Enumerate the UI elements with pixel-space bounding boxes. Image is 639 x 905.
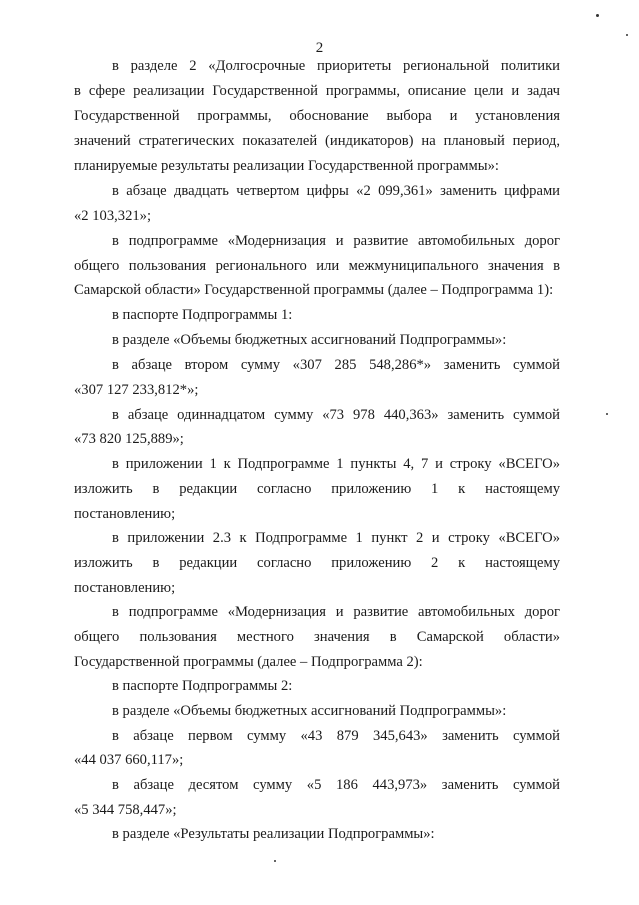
- scan-speck: [274, 860, 276, 862]
- page-number: 2: [315, 40, 324, 56]
- text-line: в абзаце первом сумму «43 879 345,643» заменить суммой: [112, 728, 560, 744]
- text-line: изложить в редакции согласно приложению 1 к настоящему: [74, 481, 560, 497]
- text-line: общего пользования регионального или межмуниципального значения в: [74, 258, 560, 274]
- text-line: в приложении 2.3 к Подпрограмме 1 пункт 2 и строку «ВСЕГО»: [112, 530, 560, 546]
- text-line: планируемые результаты реализации Государственной программы»:: [74, 158, 499, 174]
- text-line: постановлению;: [74, 580, 176, 596]
- text-line: в разделе «Объемы бюджетных ассигнований Подпрограммы»:: [112, 703, 507, 719]
- text-line: в разделе 2 «Долгосрочные приоритеты региональной политики: [112, 58, 560, 74]
- text-line: в подпрограмме «Модернизация и развитие автомобильных дорог: [112, 233, 560, 249]
- text-line: «2 103,321»;: [74, 208, 152, 224]
- text-line: в абзаце десятом сумму «5 186 443,973» заменить суммой: [112, 777, 560, 793]
- scan-speck: [626, 34, 628, 36]
- text-line: в разделе «Результаты реализации Подпрограммы»:: [112, 826, 435, 842]
- text-line: в абзаце двадцать четвертом цифры «2 099,361» заменить цифрами: [112, 183, 560, 199]
- text-line: в приложении 1 к Подпрограмме 1 пункты 4, 7 и строку «ВСЕГО»: [112, 456, 560, 472]
- text-line: в разделе «Объемы бюджетных ассигнований Подпрограммы»:: [112, 332, 507, 348]
- text-line: «44 037 660,117»;: [74, 752, 184, 768]
- text-line: в абзаце одиннадцатом сумму «73 978 440,363» заменить суммой: [112, 407, 560, 423]
- text-line: общего пользования местного значения в Самарской области»: [74, 629, 560, 645]
- text-line: постановлению;: [74, 506, 176, 522]
- text-line: в подпрограмме «Модернизация и развитие автомобильных дорог: [112, 604, 560, 620]
- text-line: в сфере реализации Государственной программы, описание цели и задач: [74, 83, 560, 99]
- scan-speck: [596, 14, 599, 17]
- text-line: Самарской области» Государственной программы (далее – Подпрограмма 1):: [74, 282, 554, 298]
- text-line: Государственной программы (далее – Подпрограмма 2):: [74, 654, 423, 670]
- text-line: «307 127 233,812*»;: [74, 382, 199, 398]
- text-line: в паспорте Подпрограммы 1:: [112, 307, 293, 323]
- text-line: «73 820 125,889»;: [74, 431, 184, 447]
- scan-speck: [606, 413, 608, 415]
- text-line: в абзаце втором сумму «307 285 548,286*» заменить суммой: [112, 357, 560, 373]
- text-line: значений стратегических показателей (индикаторов) на плановый период,: [74, 133, 560, 149]
- text-line: Государственной программы, обоснование выбора и установления: [74, 108, 560, 124]
- text-line: в паспорте Подпрограммы 2:: [112, 678, 293, 694]
- text-line: изложить в редакции согласно приложению 2 к настоящему: [74, 555, 560, 571]
- text-line: «5 344 758,447»;: [74, 802, 177, 818]
